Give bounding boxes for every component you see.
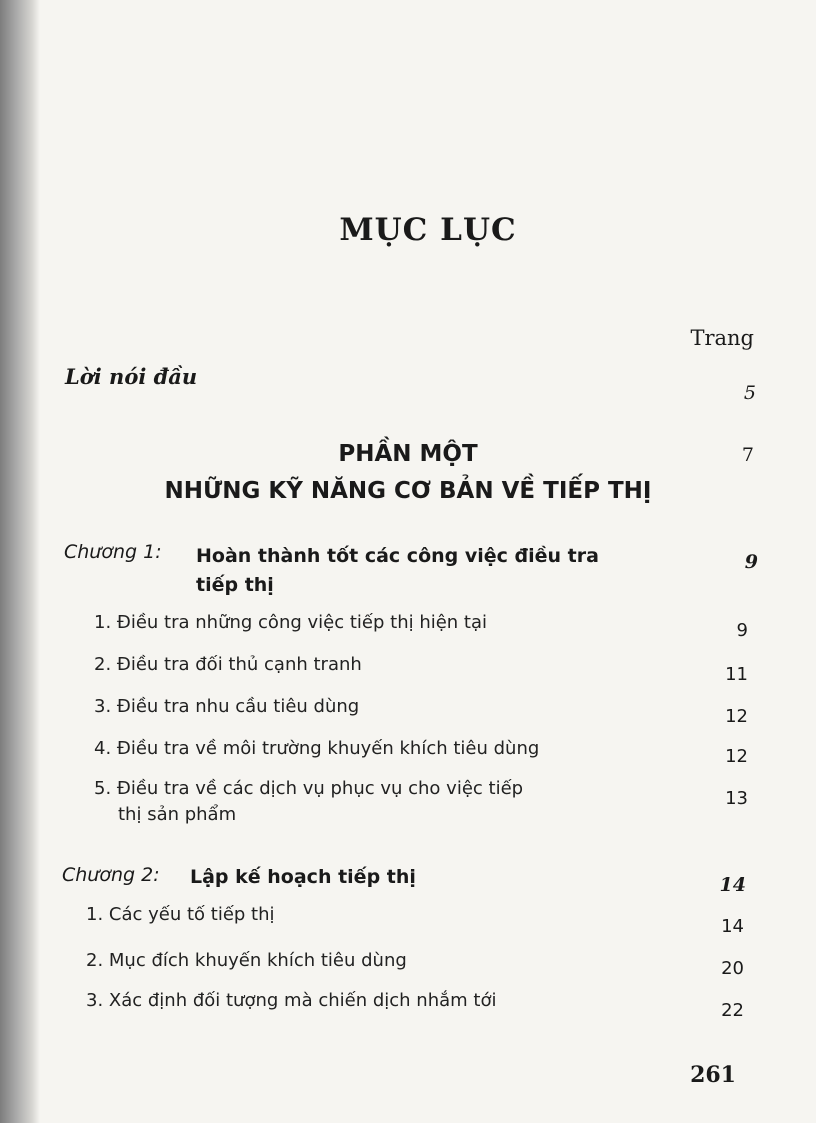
list-item: 3. Xác định đối tượng mà chiến dịch nhắm tới [86,990,497,1011]
list-item-page: 11 [725,664,748,685]
book-binding-shadow [0,0,40,1123]
list-item-page: 13 [725,788,748,809]
list-item-page: 20 [721,958,744,979]
chapter-1-label: Chương 1: [64,541,162,563]
chapter-2-page: 14 [719,874,746,896]
chapter-2-label: Chương 2: [62,864,160,886]
page-number: 261 [690,1062,736,1088]
list-item-page: 9 [736,620,748,641]
list-item: 1. Điều tra những công việc tiếp thị hiện tại [94,612,488,633]
chapter-1-title-line2: tiếp thị [196,574,274,596]
list-item: 3. Điều tra nhu cầu tiêu dùng [94,696,360,717]
chapter-1-title-line1: Hoàn thành tốt các công việc điều tra [196,545,599,567]
list-item: 1. Các yếu tố tiếp thị [86,904,275,925]
list-item-page: 12 [725,746,748,767]
page-column-header: Trang [690,326,754,350]
part-subtitle: NHỮNG KỸ NĂNG CƠ BẢN VỀ TIẾP THỊ [164,478,652,504]
list-item: 4. Điều tra về môi trường khuyến khích tiêu dùng [94,738,540,759]
part-name: PHẦN MỘT [338,441,478,467]
list-item: 5. Điều tra về các dịch vụ phục vụ cho việc tiếp [94,778,524,799]
chapter-2-title: Lập kế hoạch tiếp thị [190,866,416,888]
page-title: MỤC LỤC [339,212,517,248]
part-page: 7 [741,444,754,466]
list-item: 2. Điều tra đối thủ cạnh tranh [94,654,362,675]
preface-page: 5 [743,382,756,404]
list-item-page: 14 [721,916,744,937]
list-item-continuation: thị sản phẩm [118,804,237,825]
list-item: 2. Mục đích khuyến khích tiêu dùng [86,950,407,971]
list-item-page: 22 [721,1000,744,1021]
preface-label: Lời nói đầu [65,364,198,389]
chapter-1-page: 9 [744,551,758,573]
list-item-page: 12 [725,706,748,727]
